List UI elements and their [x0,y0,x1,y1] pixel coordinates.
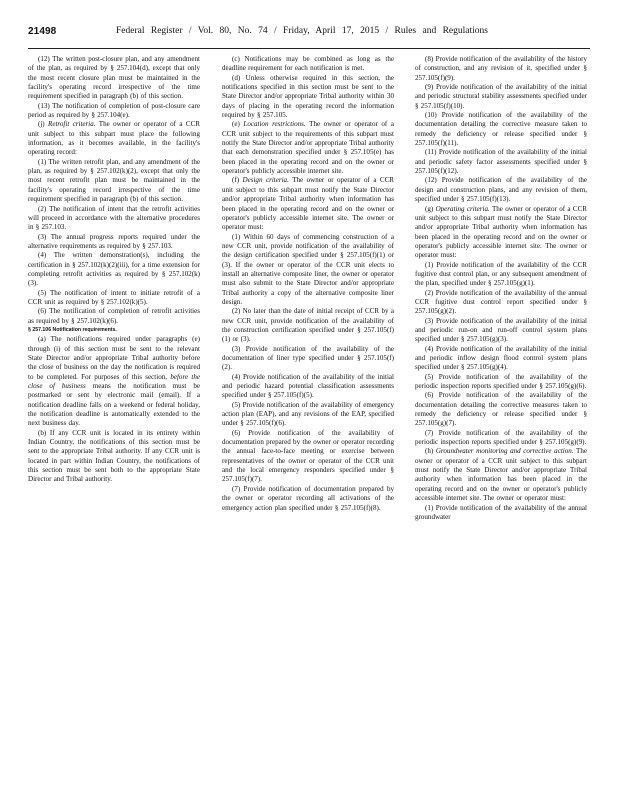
paragraph [415,83,587,111]
paragraph [415,148,587,176]
paragraph-text: (b) If any CCR unit is located in its entirety within Indian Country, the notifications of this section must be sent to the appropriate Tribal authority. If any CCR unit is located in part within Indian Country, the notifications of this section must be sent both to the appropriate State Director and Tribal authority. [28,428,200,484]
paragraph-text: (4) Provide notification of the availability of the initial and periodic inflow design flood control system plans specified under § 257.105(g)(4). [415,344,587,372]
paragraph-italic-text: Operating criteria. [435,204,490,213]
paragraph [415,345,587,373]
paragraph-text: The owner or operator of a CCR unit subject to this subpart must notify the State Director and/or appropriate Tribal authority when information has been placed in the operating record and on the owner or operator's publicly accessible internet site. The owner or operator must: [222,176,394,232]
paragraph [28,158,200,205]
paragraph [222,120,394,176]
paragraph [415,504,587,523]
paragraph [222,55,394,74]
running-head: Federal Register / Vol. 80, No. 74 / Friday, April 17, 2015 / Rules and Regulations [116,26,488,36]
paragraph [415,429,587,448]
paragraph-text: The owner or operator of a CCR unit subject to the requirements of this subpart must notify the State Director and/or appropriate Tribal authority that each demonstration specified under § 257.105(e) has been placed in the operating record and on the owner or operator's publicly accessible internet site. [222,120,394,176]
paragraph [222,485,394,513]
paragraph [222,74,394,121]
page-number: 21498 [28,26,57,37]
paragraph [222,373,394,401]
paragraph [28,120,200,157]
paragraph [415,373,587,392]
paragraph-text: The owner or operator of a CCR unit subject to this subpart must place the following information, as it becomes available, in the facility's operating record: [28,120,200,157]
paragraph [415,55,587,83]
section-heading: § 257.106 Notification requirements. [28,326,117,333]
paragraph-text: (9) Provide notification of the availability of the initial and periodic structural stability assessments specified under § 257.105(f)(10). [415,83,587,110]
paragraph [28,55,200,102]
paragraph-text: (2) The notification of intent that the retrofit activities will proceed in accordance with the alternative procedures in § 257.103. [28,204,200,232]
paragraph-text: (1) Within 60 days of commencing construction of a new CCR unit, provide notification of the availability of the design certification specified under § 257.105(f)(1) or (3). If the owner or operator of the CCR unit elects to install an alternative composite liner, the owner or operator must also submit to the State Director and/or appropriate Tribal authority a copy of the alternative composite liner design. [222,232,394,306]
paragraph-text: (6) Provide notification of the availability of the documentation detailing the corrective measures taken to remedy the deficiency or release specified under § 257.105(g)(7). [415,391,587,428]
paragraph-text: (6) Provide notification of the availability of documentation prepared by the owner or operator recording the annual face-to-face meeting or exercise between representatives of the owner or operator of the CCR unit and the local emergency responders specified under § 257.105(f)(7). [222,428,394,484]
paragraph [222,401,394,429]
paragraph-text: (10) Provide notification of the availability of the documentation detailing the corrective measure taken to remedy the deficiency or release specified under § 257.105(f)(11). [415,111,587,148]
paragraph-text: (2) Provide notification of the availability of the annual CCR fugitive dust control report specified under § 257.105(g)(2). [415,288,587,316]
paragraph-text: (a) The notifications required under paragraphs (e) through (i) of this section must be sent to the relevant State Director and/or appropriate Tribal authority before the close of business on the day the notification is required to be completed. For purposes of this section, [28,335,200,381]
paragraph-text: (c) Notifications may be combined as long as the deadline requirement for each notification is met. [222,55,394,73]
paragraph-text: (12) The written post-closure plan, and any amendment of the plan, as required by § 257.104(d), except that only the most recent closure plan must be maintained in the facility's operating record irrespective of the time requirement specified in paragraph (b) of this section. [28,55,200,101]
paragraph-text: (5) Provide notification of the availability of emergency action plan (EAP), and any revisions of the EAP, specified under § 257.105(f)(6). [222,400,394,428]
text-columns [28,55,590,793]
paragraph-text: (4) Provide notification of the availability of the initial and periodic hazard potential classification assessments specified under § 257.105(f)(5). [222,372,394,400]
column-3 [415,55,587,793]
paragraph [28,307,200,326]
paragraph-text: (j) [38,120,49,129]
paragraph-text: (3) The annual progress reports required under the alternative requirements as required by § 257.103. [28,232,200,250]
column-2 [222,55,394,793]
paragraph-text: (7) Provide notification of documentation prepared by the owner or operator recording all activations of the emergency action plan specified under § 257.105(f)(8). [222,484,394,512]
paragraph [415,176,587,204]
paragraph-text: (f) [232,176,243,185]
column-1 [28,55,200,793]
paragraph-text: (3) Provide notification of the availability of the documentation of liner type specified under § 257.105(f)(2). [222,344,394,372]
paragraph [415,111,587,148]
paragraph [222,176,394,232]
paragraph [28,335,200,428]
paragraph-text: means the notification must be postmarked or sent by electronic mail (email). If a notification deadline falls on a weekend or federal holiday, the notification deadline is automatically extended to the next business day. [28,382,200,428]
paragraph [415,205,587,261]
paragraph-text: (6) The notification of completion of retrofit activities as required by § 257.102(k)(6). [28,307,200,325]
paragraph-text: (4) The written demonstration(s), including the certification in § 257.102(k)(2)(iii), for a time extension for completing retrofit activities as required by § 257.102(k)(3). [28,251,200,288]
paragraph [222,233,394,308]
paragraph-italic-text: Design criteria. [242,176,289,185]
paragraph-italic-text: before the close of business [28,372,200,391]
paragraph [415,317,587,345]
paragraph-text: (1) Provide notification of the availability of the CCR fugitive dust control plan, or any subsequent amendment of the plan, specified under § 257.105(g)(1). [415,260,587,288]
paragraph-text: (13) The notification of completion of post-closure care period as required by § 257.104(e). [28,101,200,120]
paragraph-text: (1) The written retrofit plan, and any amendment of the plan, as required by § 257.102(k)(2), except that only the most recent retrofit plan must be maintained in the facility's operating record irrespective of the time requirement specified in paragraph (b) of this section. [28,157,200,204]
paragraph-text: (3) Provide notification of the availability of the initial and periodic run-on and run-off control system plans specified under § 257.105(g)(3). [415,316,587,344]
page-header [28,26,590,44]
paragraph [28,205,200,233]
paragraph-text: (g) [425,204,436,213]
paragraph-text: The owner or operator of a CCR unit subject to this subpart must notify the State Director and/or appropriate Tribal authority when information has been placed in the operating record and on the owner or operator's publicly accessible internet site. The owner or operator must: [415,204,587,260]
paragraph-text: The owner or operator of a CCR unit subject to this subpart must notify the State Director and/or appropriate Tribal authority when information has been placed in the operating record and on the owner or operator's publicly accessible internet site. The owner or operator must: [415,447,587,503]
paragraph [222,307,394,344]
paragraph [222,429,394,485]
paragraph-text: (5) The notification of intent to initiate retrofit of a CCR unit as required by § 257.102(k)(5). [28,288,200,306]
paragraph-text: (11) Provide notification of the availability of the initial and periodic safety factor assessments specified under § 257.105(f)(12). [415,148,587,176]
paragraph [28,251,200,288]
paragraph-text: (d) Unless otherwise required in this section, the notifications specified in this section must be sent to the State Director and/or appropriate Tribal authority within 30 days of placing in the operating record the information required by § 257.105. [222,73,394,120]
paragraph-italic-text: Location restrictions. [243,120,306,129]
paragraph-text: (2) No later than the date of initial receipt of CCR by a new CCR unit, provide notification of the availability of the construction certification specified under § 257.105(f)(1) or (3). [222,307,394,344]
paragraph [28,102,200,121]
paragraph-text: (8) Provide notification of the availability of the history of construction, and any revision of it, specified under § 257.105(f)(9). [415,55,587,82]
paragraph [28,289,200,308]
paragraph [28,429,200,485]
paragraph-italic-text: Retrofit criteria. [48,120,96,129]
paragraph-text: (12) Provide notification of the availability of the design and construction plans, and any revision of them, specified under § 257.105(f)(13). [415,176,587,204]
paragraph-text: (e) [232,120,244,129]
paragraph [415,391,587,428]
paragraph-text: (1) Provide notification of the availability of the annual groundwater [415,503,587,521]
paragraph [28,233,200,252]
paragraph [415,261,587,289]
paragraph-text: (5) Provide notification of the availability of the periodic inspection reports specified under § 257.105(g)(6). [415,372,587,391]
paragraph-italic-text: Groundwater monitoring and corrective action. [435,447,574,456]
paragraph [222,345,394,373]
header-rule [28,48,590,49]
paragraph [415,289,587,317]
paragraph-text: (h) [425,447,436,456]
paragraph [415,447,587,503]
paragraph-text: (7) Provide notification of the availability of the periodic inspection reports specified under § 257.105(g)(9). [415,428,587,447]
